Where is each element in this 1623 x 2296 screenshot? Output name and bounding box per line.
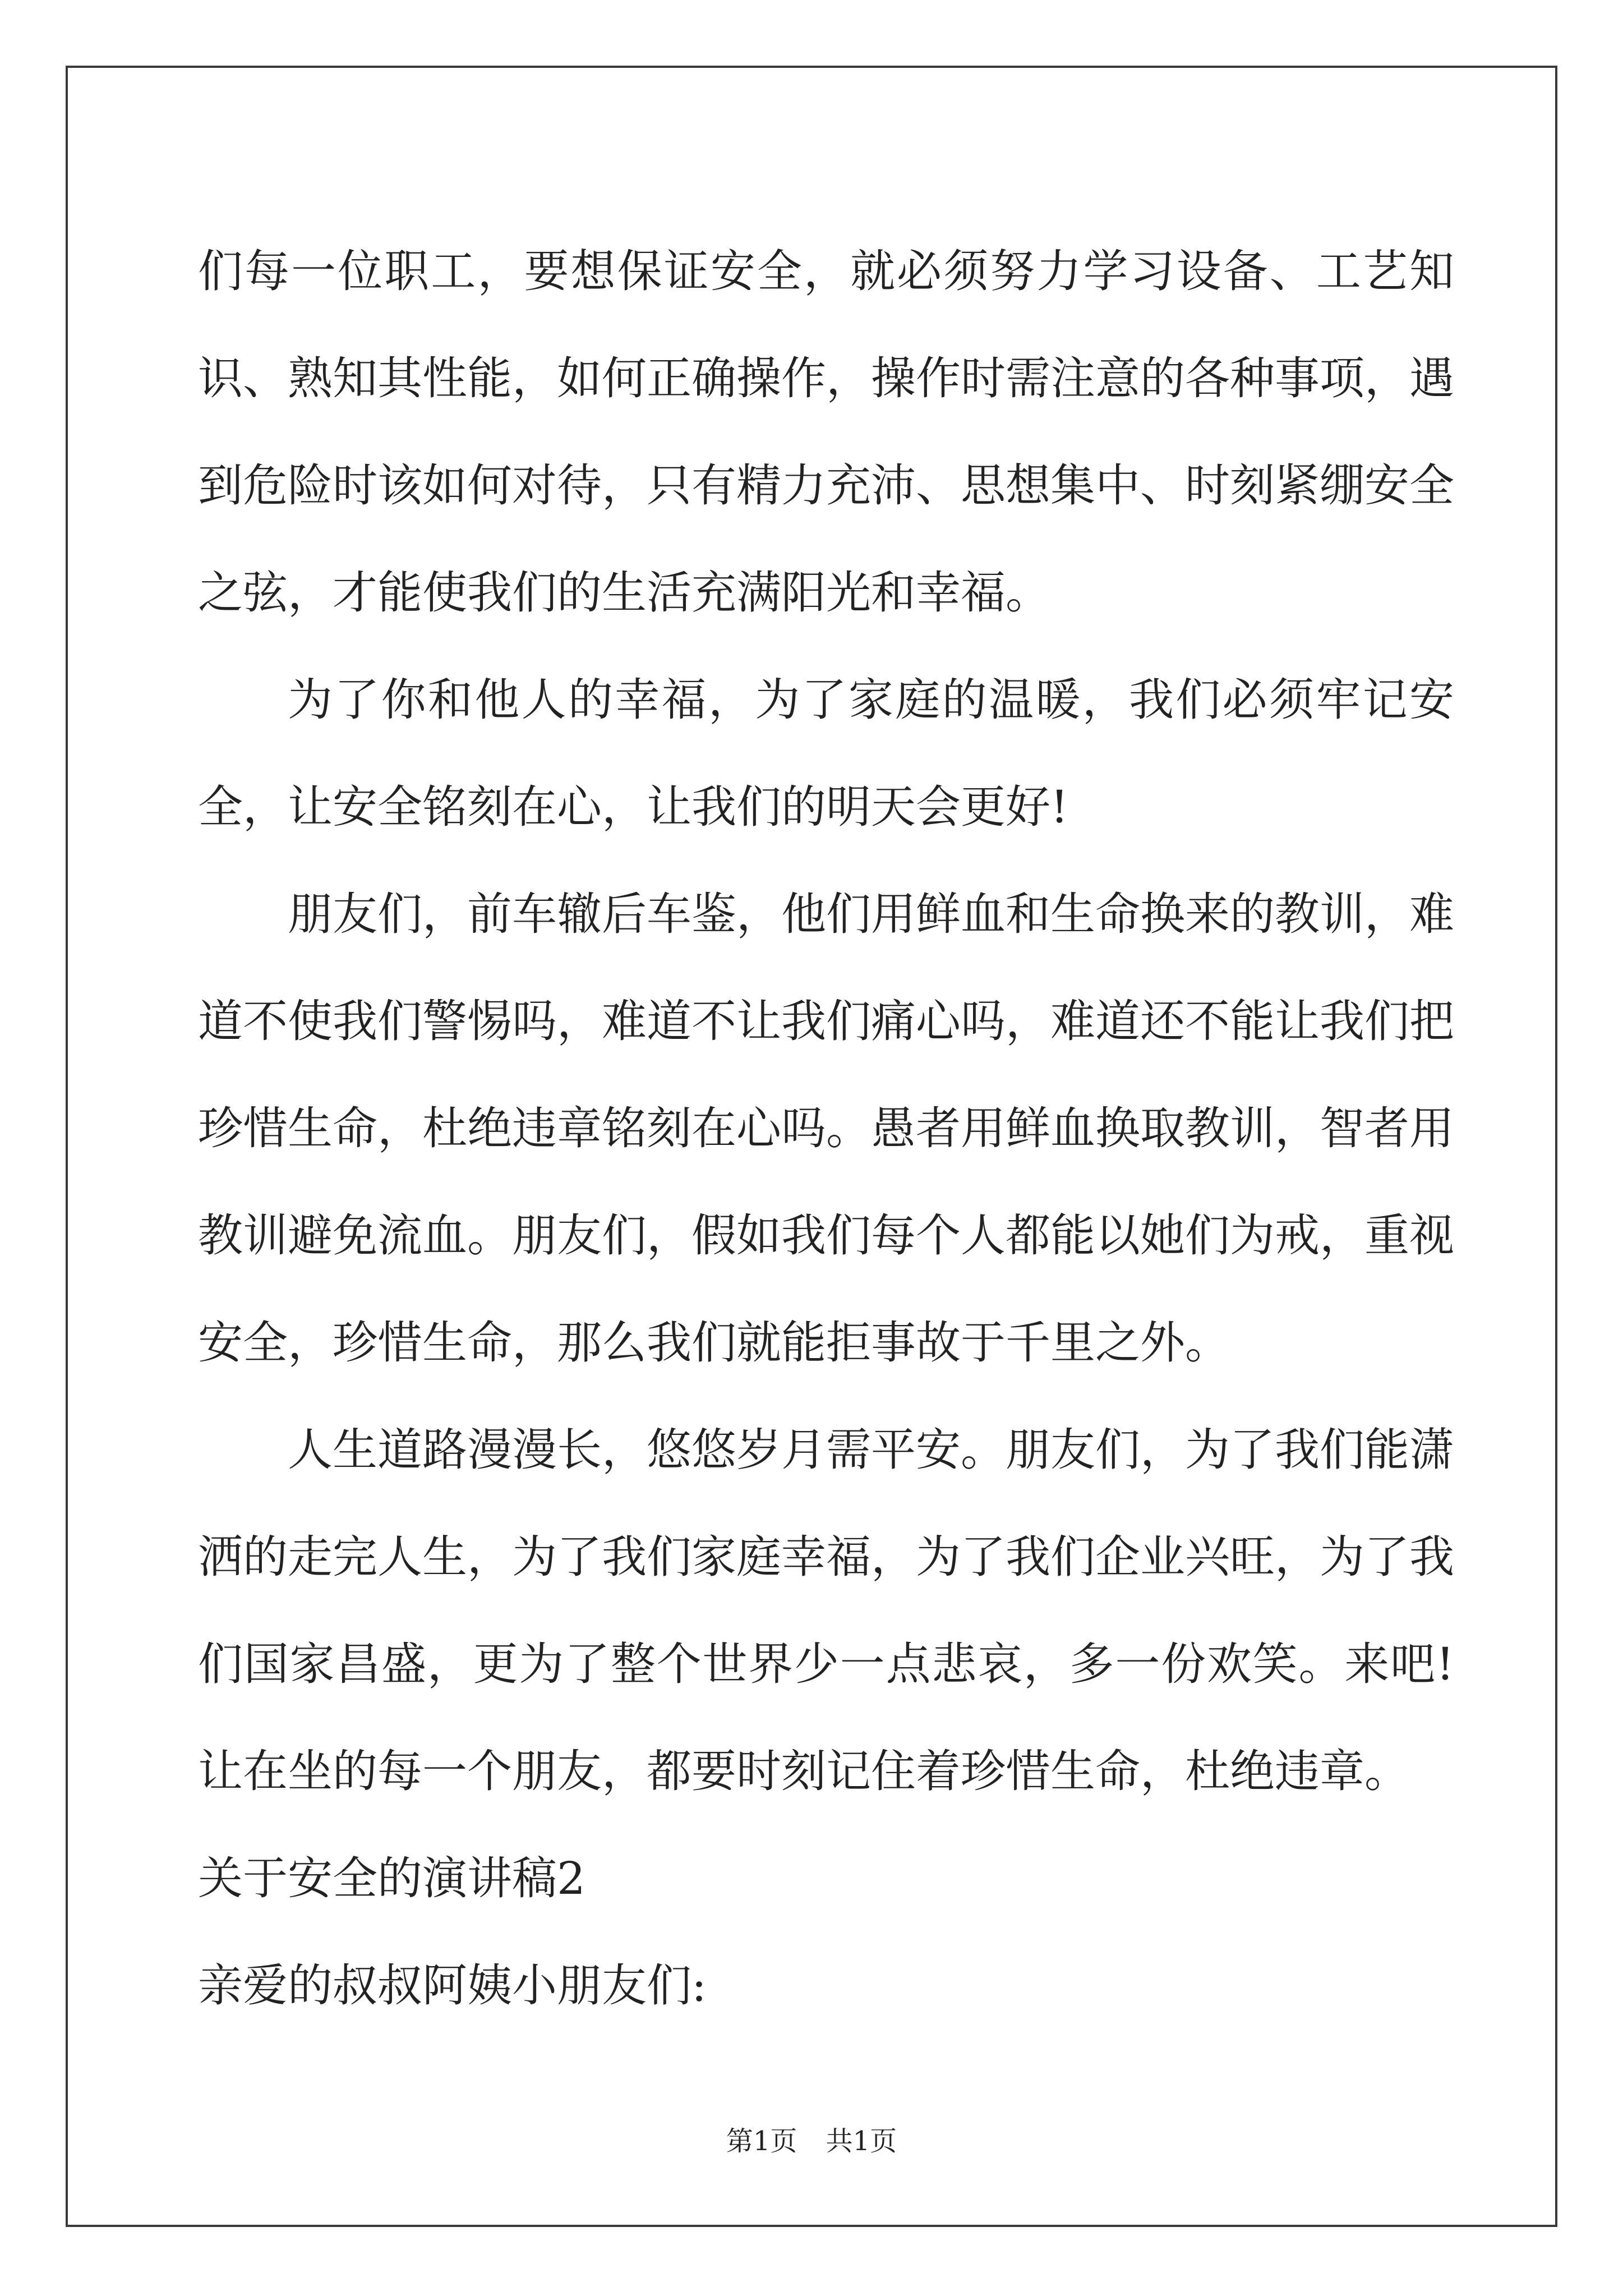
page-count: 共1页: [826, 2125, 897, 2157]
page-number: 第1页: [726, 2125, 797, 2157]
paragraph-2: 为了你和他人的幸福，为了家庭的温暖，我们必须牢记安全，让安全铭刻在心，让我们的明天会更好!: [198, 674, 1454, 833]
document-body: [198, 218, 1454, 2039]
paragraph-1: 们每一位职工，要想保证安全，就必须努力学习设备、工艺知识、熟知其性能，如何正确操作，操作时需注意的各种事项，遇到危险时该如何对待，只有精力充沛、思想集中、时刻紧绷安全之弦，才能使我们的生活充满阳光和幸福。: [198, 245, 1454, 619]
section-heading: 关于安全的演讲稿2: [198, 1852, 585, 1904]
paragraph-3: 朋友们，前车辙后车鉴，他们用鲜血和生命换来的教训，难道不使我们警惕吗，难道不让我们痛心吗，难道还不能让我们把珍惜生命，杜绝违章铭刻在心吗。愚者用鲜血换取教训，智者用教训避免流血。朋友们，假如我们每个人都能以她们为戒，重视安全，珍惜生命，那么我们就能拒事故于千里之外。: [198, 888, 1454, 1369]
paragraph-4: 人生道路漫漫长，悠悠岁月需平安。朋友们，为了我们能潇洒的走完人生，为了我们家庭幸福，为了我们企业兴旺，为了我们国家昌盛，更为了整个世界少一点悲哀，多一份欢笑。来吧!让在坐的每一个朋友，都要时刻记住着珍惜生命，杜绝违章。: [198, 1424, 1454, 1797]
salutation: 亲爱的叔叔阿姨小朋友们:: [198, 1959, 707, 2012]
page-footer: [0, 2119, 1623, 2158]
